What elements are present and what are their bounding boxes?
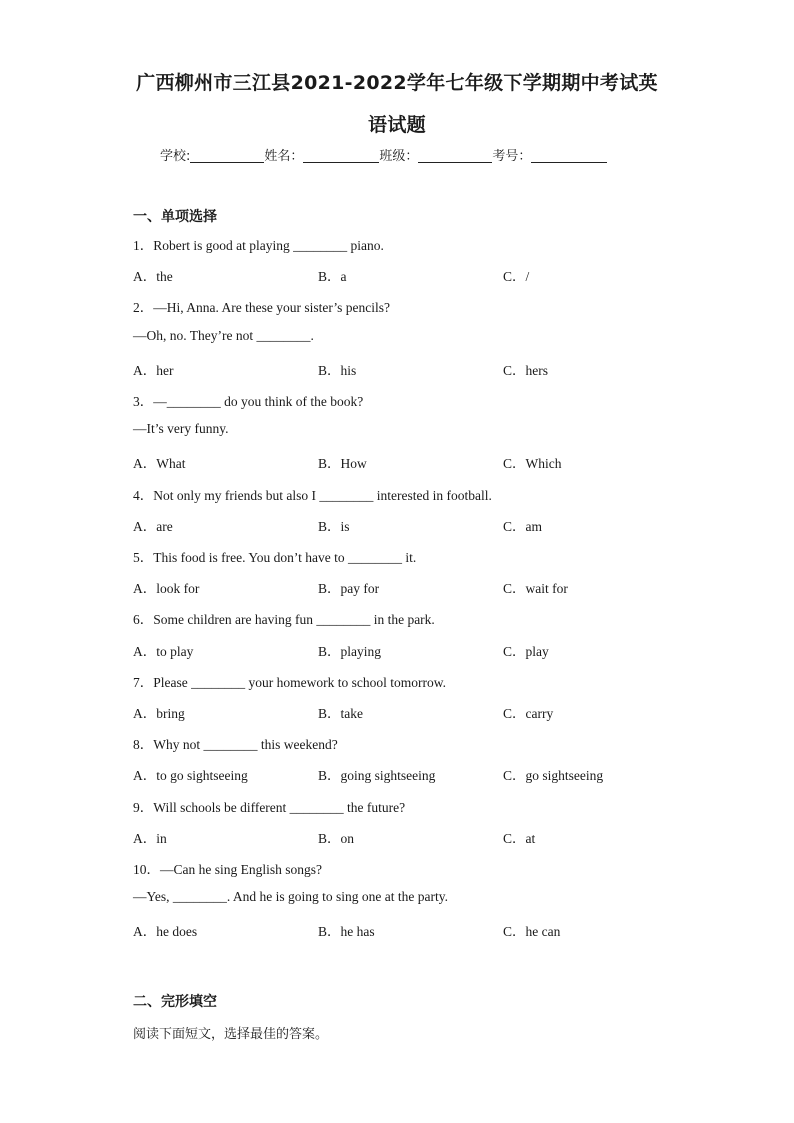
page-title-line-2: 语试题	[368, 114, 426, 136]
question-7-option-c: C．carry	[503, 706, 554, 721]
name-blank[interactable]	[303, 149, 379, 163]
question-6-stem: 6．Some children are having fun ________ in the park.	[133, 612, 435, 627]
question-8-option-a: A．to go sightseeing	[133, 768, 248, 783]
question-3-stem: 3．—________ do you think of the book?	[133, 394, 364, 409]
question-3-option-c: C．Which	[503, 456, 562, 471]
question-1-option-c: C．/	[503, 269, 530, 284]
question-9-option-a: A．in	[133, 831, 167, 846]
section-2-title: 二、完形填空	[133, 994, 217, 1010]
question-1-option-a: A．the	[133, 269, 173, 284]
question-9-option-c: C．at	[503, 831, 536, 846]
question-4-option-a: A．are	[133, 519, 173, 534]
question-6-option-a: A．to play	[133, 644, 194, 659]
question-10-option-c: C．he can	[503, 924, 561, 939]
question-8-option-b: B．going sightseeing	[318, 768, 436, 783]
school-label: 学校:	[160, 149, 191, 164]
question-3-option-a: A．What	[133, 456, 186, 471]
question-9-stem: 9．Will schools be different ________ the future?	[133, 800, 406, 815]
student-info-line	[160, 145, 640, 164]
question-4-option-c: C．am	[503, 519, 542, 534]
question-6-option-c: C．play	[503, 644, 549, 659]
number-blank[interactable]	[531, 149, 607, 163]
class-label: 班级：	[379, 149, 419, 164]
page-title-line-1: 广西柳州市三江县2021-2022学年七年级下学期期中考试英	[136, 72, 658, 94]
number-label: 考号：	[492, 149, 532, 164]
question-7-stem: 7．Please ________ your homework to school tomorrow.	[133, 675, 446, 690]
question-3-response: —It’s very funny.	[133, 421, 229, 436]
question-6-option-b: B．playing	[318, 644, 381, 659]
question-5-stem: 5．This food is free. You don’t have to ________ it.	[133, 550, 417, 565]
name-label: 姓名：	[264, 149, 304, 164]
question-2-response: —Oh, no. They’re not ________.	[133, 328, 314, 343]
question-8-stem: 8．Why not ________ this weekend?	[133, 737, 338, 752]
question-10-stem: 10．—Can he sing English songs?	[133, 862, 322, 877]
question-9-option-b: B．on	[318, 831, 355, 846]
school-blank[interactable]	[190, 149, 264, 163]
question-2-option-c: C．hers	[503, 363, 548, 378]
section-1-title: 一、单项选择	[133, 209, 217, 225]
question-5-option-b: B．pay for	[318, 581, 380, 596]
question-2-stem: 2．—Hi, Anna. Are these your sister’s pencils?	[133, 300, 390, 315]
section-2-instruction: 阅读下面短文，选择最佳的答案。	[133, 1027, 329, 1042]
question-1-option-b: B．a	[318, 269, 347, 284]
question-10-response: —Yes, ________. And he is going to sing one at the party.	[133, 889, 448, 904]
question-8-option-c: C．go sightseeing	[503, 768, 604, 783]
question-2-option-a: A．her	[133, 363, 174, 378]
question-5-option-a: A．look for	[133, 581, 200, 596]
question-7-option-b: B．take	[318, 706, 363, 721]
question-3-option-b: B．How	[318, 456, 367, 471]
question-4-stem: 4．Not only my friends but also I ________ interested in football.	[133, 488, 492, 503]
question-2-option-b: B．his	[318, 363, 357, 378]
question-7-option-a: A．bring	[133, 706, 185, 721]
question-10-option-b: B．he has	[318, 924, 375, 939]
question-1-stem: 1．Robert is good at playing ________ piano.	[133, 238, 384, 253]
question-5-option-c: C．wait for	[503, 581, 568, 596]
class-blank[interactable]	[418, 149, 492, 163]
question-10-option-a: A．he does	[133, 924, 198, 939]
question-4-option-b: B．is	[318, 519, 350, 534]
